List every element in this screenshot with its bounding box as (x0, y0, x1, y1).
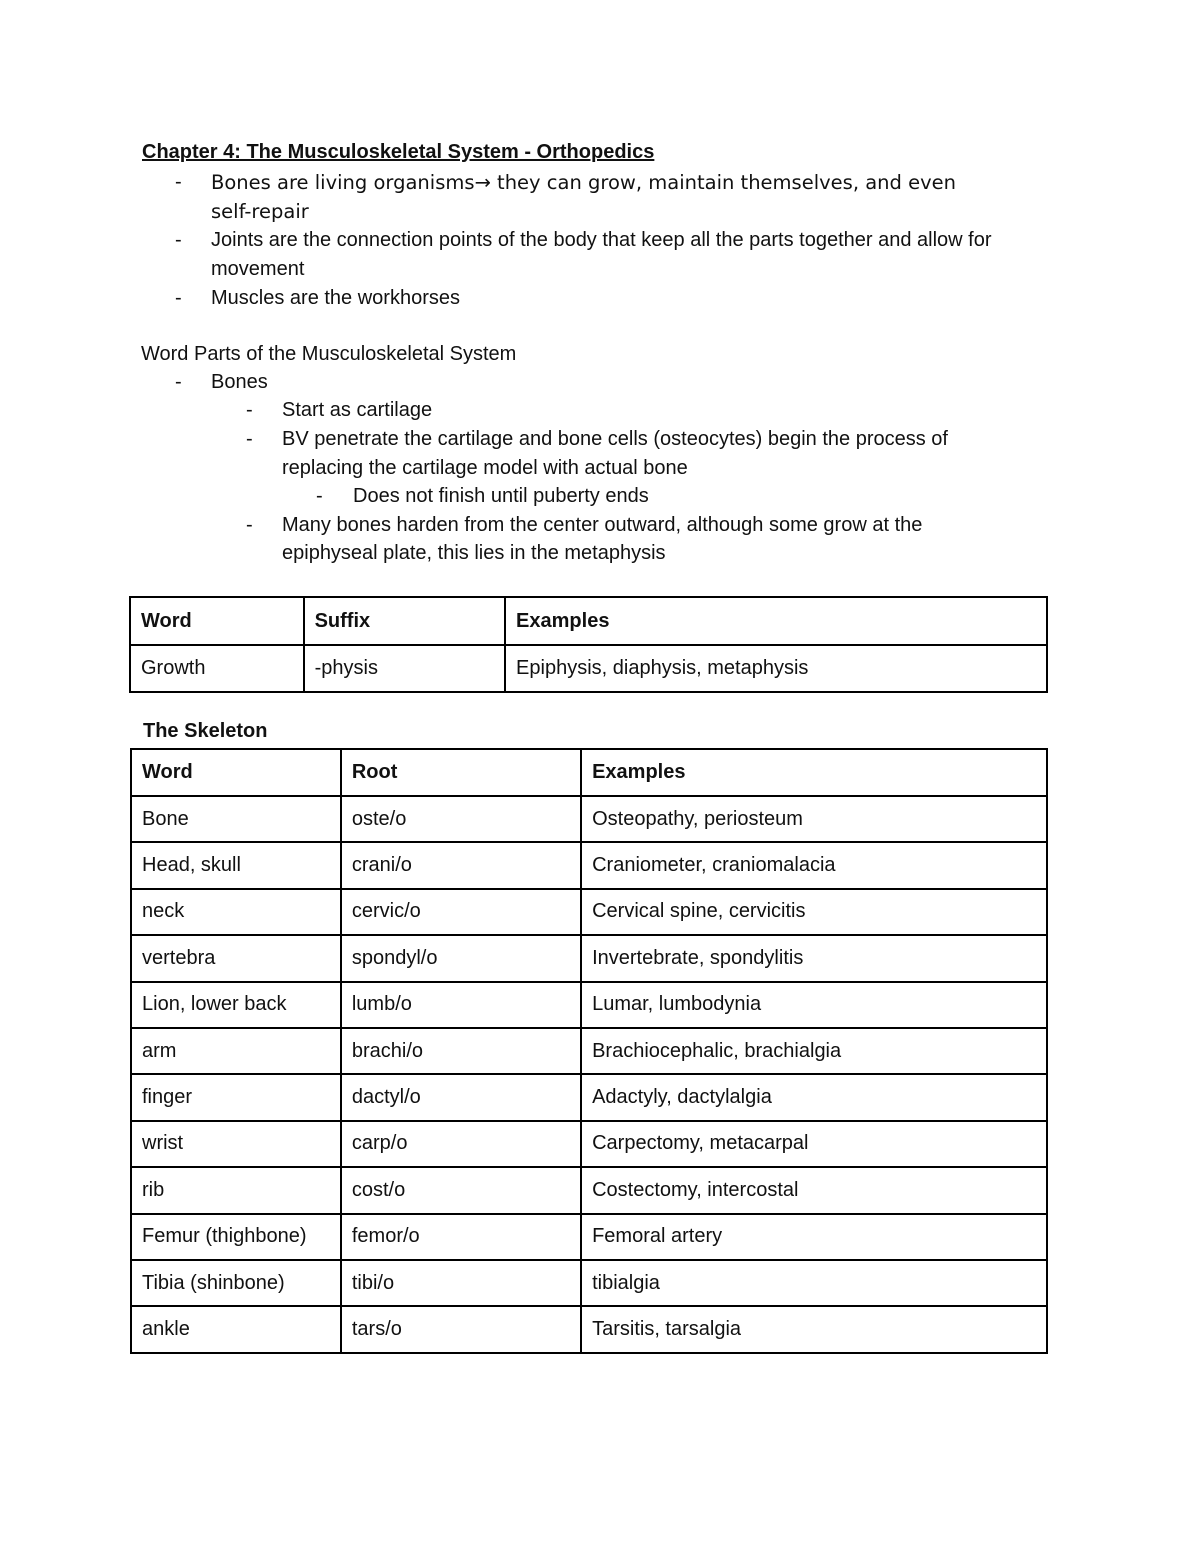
table-cell: cost/o (341, 1167, 581, 1213)
bones-point-1: Start as cartilage (282, 399, 433, 421)
intro-bullet-2-line-2: movement (211, 258, 305, 280)
table-cell: femor/o (341, 1214, 581, 1260)
table-cell: Costectomy, intercostal (581, 1167, 1047, 1213)
table-row (130, 645, 1047, 692)
bones-point-3-line-1: Many bones harden from the center outward, although some grow at the (282, 514, 923, 536)
table-cell: tars/o (341, 1306, 581, 1352)
bones-point-2-line-1: BV penetrate the cartilage and bone cells (osteocytes) begin the process of (282, 428, 948, 450)
table-cell: Epiphysis, diaphysis, metaphysis (505, 645, 1047, 692)
table-row (131, 1121, 1047, 1167)
table-header-row (131, 749, 1047, 796)
table-cell: Adactyly, dactylalgia (581, 1074, 1047, 1120)
table-cell: -physis (304, 645, 505, 692)
table-row (131, 1028, 1047, 1074)
table-cell: ankle (131, 1306, 341, 1352)
table-row (131, 935, 1047, 981)
bullet-marker: - (246, 428, 253, 450)
table-cell: Lumar, lumbodynia (581, 982, 1047, 1028)
table-row (131, 1214, 1047, 1260)
table-cell: Craniometer, craniomalacia (581, 842, 1047, 888)
table-cell: cervic/o (341, 889, 581, 935)
intro-bullet-1-line-2: self-repair (211, 200, 309, 223)
table-cell: Tarsitis, tarsalgia (581, 1306, 1047, 1352)
table-cell: brachi/o (341, 1028, 581, 1074)
header-cell: Examples (505, 597, 1047, 645)
table-cell: Cervical spine, cervicitis (581, 889, 1047, 935)
table-row (131, 889, 1047, 935)
header-cell: Root (341, 749, 581, 796)
bullet-marker: - (246, 399, 253, 421)
table-cell: Carpectomy, metacarpal (581, 1121, 1047, 1167)
table-cell: Tibia (shinbone) (131, 1260, 341, 1306)
suffix-table (129, 596, 1048, 693)
bullet-marker: - (316, 485, 323, 507)
table-cell: Lion, lower back (131, 982, 341, 1028)
table-cell: Femoral artery (581, 1214, 1047, 1260)
table-cell: tibi/o (341, 1260, 581, 1306)
table-cell: Osteopathy, periosteum (581, 796, 1047, 842)
table-header-row (130, 597, 1047, 645)
table-cell: Femur (thighbone) (131, 1214, 341, 1260)
table-cell: Invertebrate, spondylitis (581, 935, 1047, 981)
header-cell: Word (131, 749, 341, 796)
table-cell: crani/o (341, 842, 581, 888)
bullet-marker: - (175, 287, 182, 309)
table-cell: lumb/o (341, 982, 581, 1028)
intro-bullet-2-line-1: Joints are the connection points of the body that keep all the parts together and allow for (211, 229, 992, 251)
table-cell: neck (131, 889, 341, 935)
intro-bullet-3: Muscles are the workhorses (211, 287, 460, 309)
table-row (131, 982, 1047, 1028)
table-row (131, 842, 1047, 888)
table-cell: dactyl/o (341, 1074, 581, 1120)
table-row (131, 1074, 1047, 1120)
table-row (131, 1306, 1047, 1352)
table-cell: Growth (130, 645, 304, 692)
chapter-title: Chapter 4: The Musculoskeletal System - Orthopedics (142, 141, 655, 163)
intro-bullet-1-line-1: Bones are living organisms→ they can grow, maintain themselves, and even (211, 171, 956, 194)
table-cell: carp/o (341, 1121, 581, 1167)
table-cell: oste/o (341, 796, 581, 842)
table-cell: rib (131, 1167, 341, 1213)
table-row (131, 1167, 1047, 1213)
table-cell: Head, skull (131, 842, 341, 888)
table-cell: Brachiocephalic, brachialgia (581, 1028, 1047, 1074)
table-cell: vertebra (131, 935, 341, 981)
bones-point-3-line-2: epiphyseal plate, this lies in the metaphysis (282, 542, 666, 564)
bullet-marker: - (175, 171, 182, 193)
table-cell: spondyl/o (341, 935, 581, 981)
table-cell: tibialgia (581, 1260, 1047, 1306)
skeleton-table (130, 748, 1048, 1354)
word-parts-heading: Word Parts of the Musculoskeletal System (141, 343, 517, 365)
header-cell: Word (130, 597, 304, 645)
bones-point-2-sub: Does not finish until puberty ends (353, 485, 649, 507)
bones-label: Bones (211, 371, 268, 393)
bullet-marker: - (175, 371, 182, 393)
table-row (131, 796, 1047, 842)
table-cell: finger (131, 1074, 341, 1120)
header-cell: Examples (581, 749, 1047, 796)
table-cell: wrist (131, 1121, 341, 1167)
skeleton-section-label: The Skeleton (143, 720, 268, 742)
table-cell: arm (131, 1028, 341, 1074)
bones-point-2-line-2: replacing the cartilage model with actual bone (282, 457, 688, 479)
header-cell: Suffix (304, 597, 505, 645)
bullet-marker: - (175, 229, 182, 251)
table-row (131, 1260, 1047, 1306)
bullet-marker: - (246, 514, 253, 536)
table-cell: Bone (131, 796, 341, 842)
